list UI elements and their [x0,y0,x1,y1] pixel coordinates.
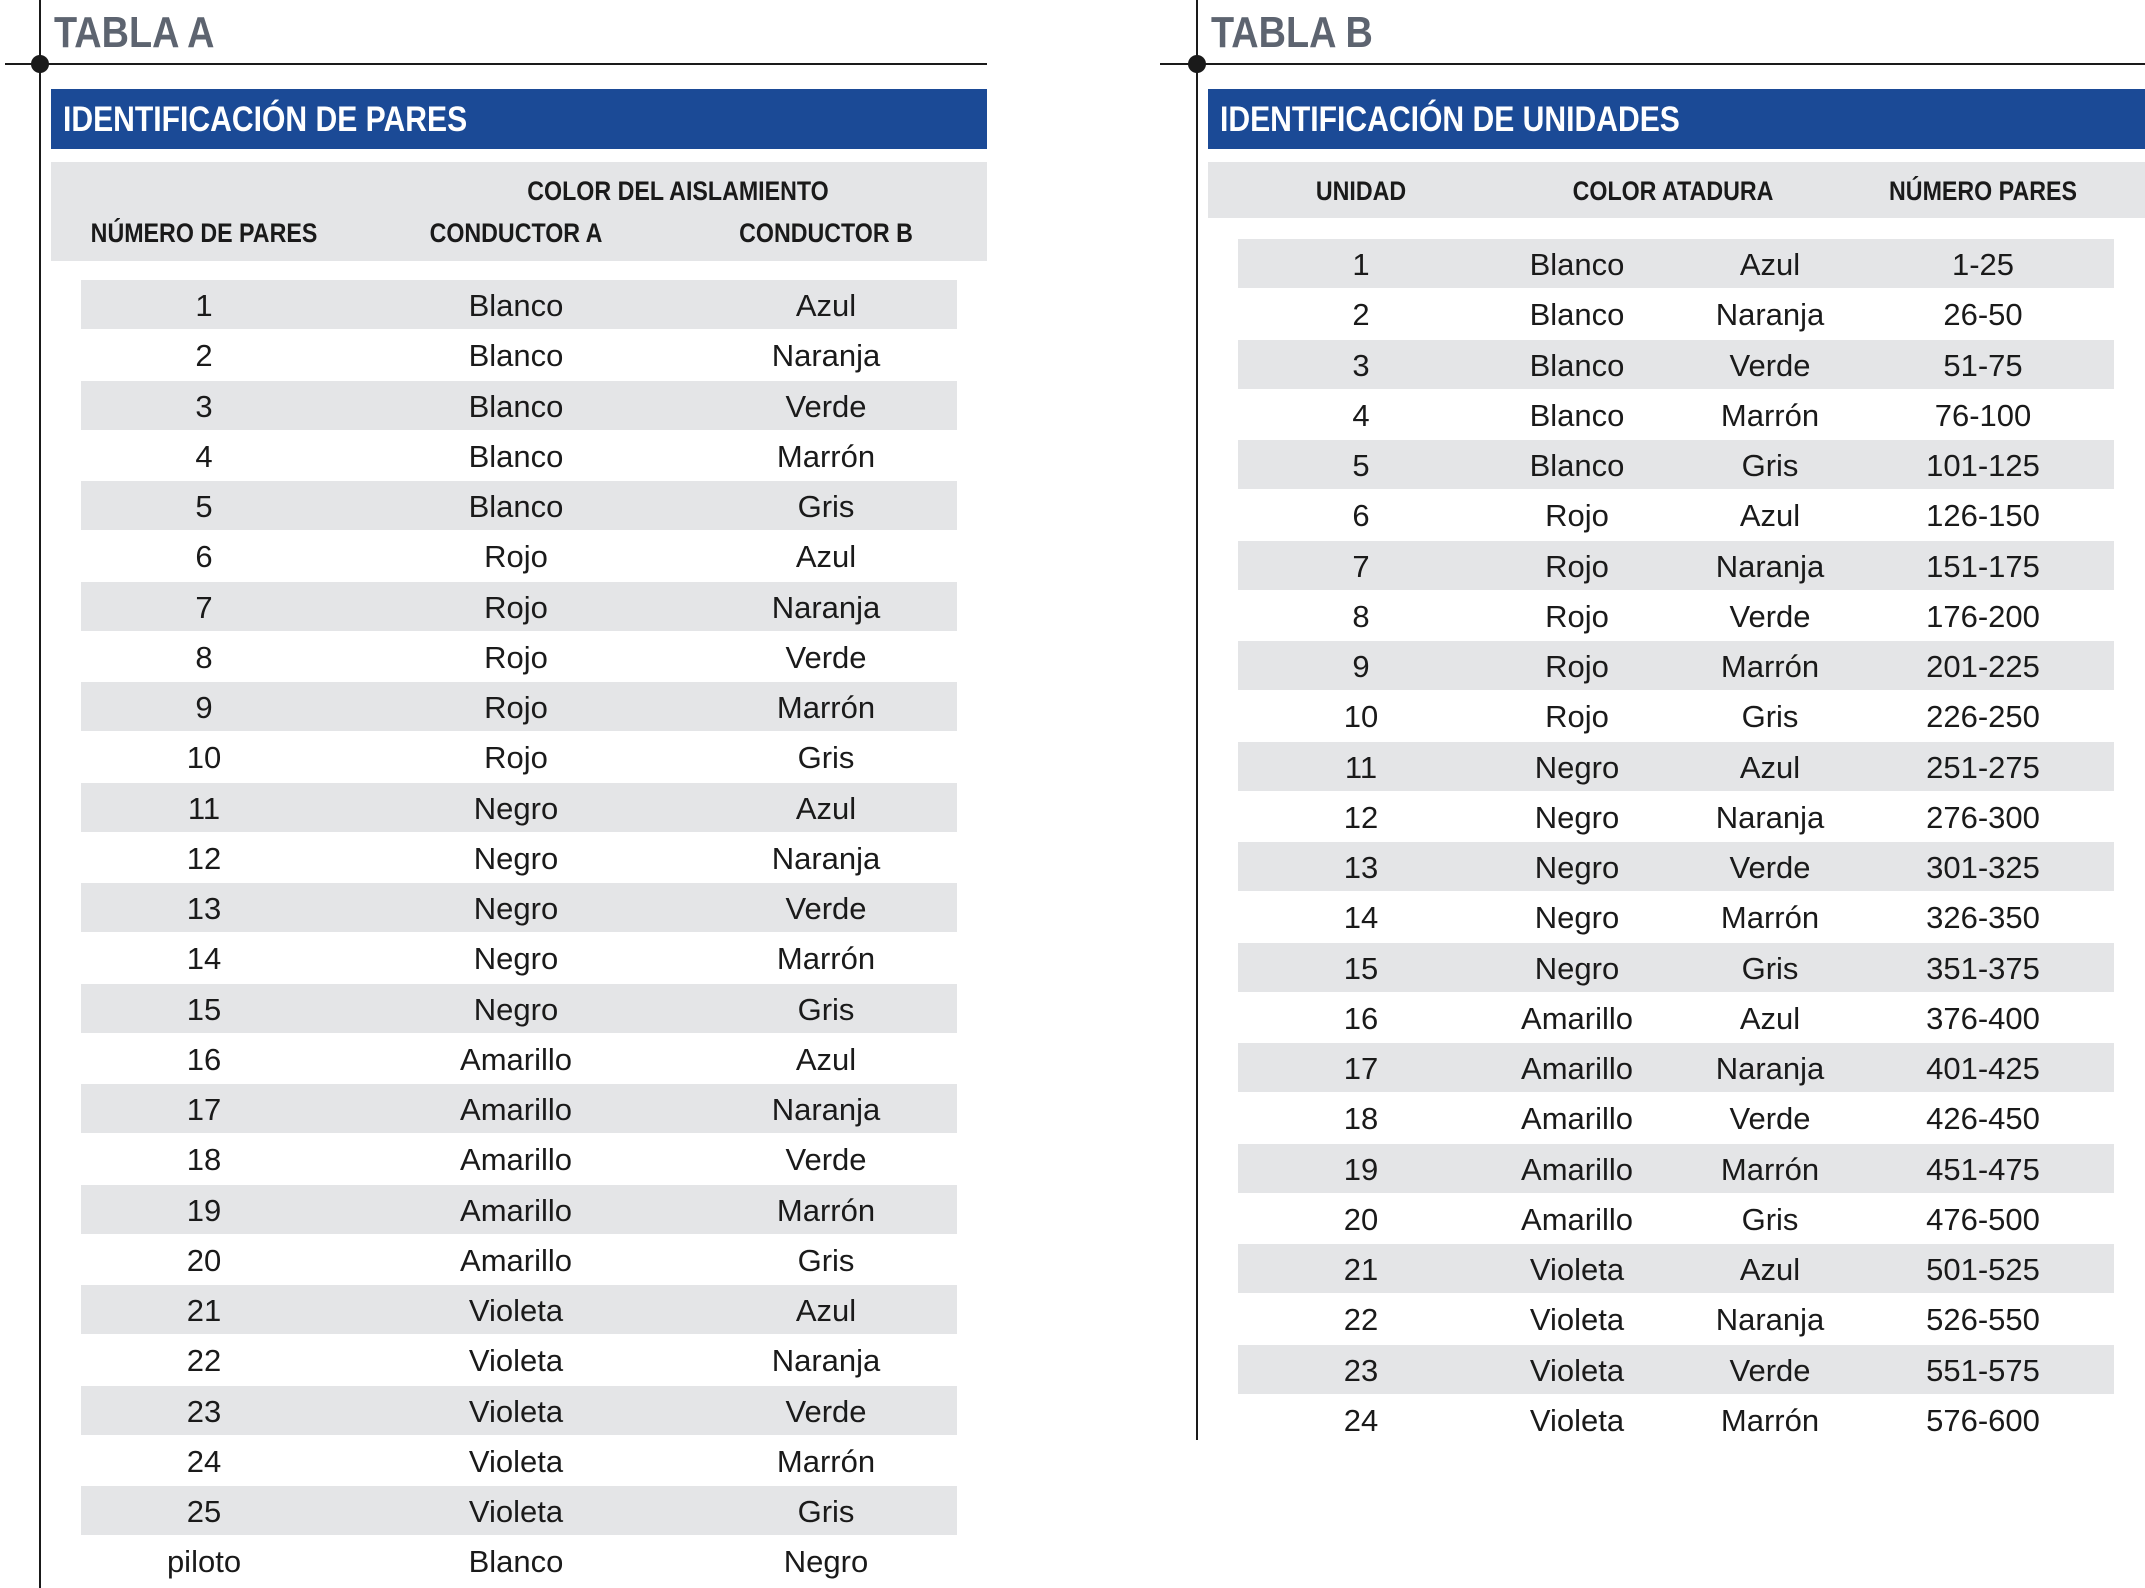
cell-pair-number: 8 [195,639,213,675]
table-b-top-rule [1160,63,2145,65]
cell-conductor-b: Naranja [771,589,881,625]
cell-unit: 19 [1343,1151,1379,1187]
cell-conductor-b: Azul [795,1293,857,1328]
cell-unit: 2 [1352,297,1370,333]
cell-conductor-b: Naranja [771,338,881,374]
cell-conductor-b: Verde [785,891,867,926]
cell-unit: 7 [1352,548,1370,584]
cell-unit: 17 [1343,1051,1379,1086]
cell-pair-range: 351-375 [1926,950,2040,986]
table-a-header-pairs: NÚMERO DE PARES [90,218,318,248]
cell-binder-color-2: Naranja [1715,297,1825,333]
cell-pair-number: 22 [186,1343,222,1379]
cell-binder-color-2: Naranja [1715,799,1825,835]
cell-conductor-b: Verde [785,1393,867,1429]
cell-conductor-a: Blanco [468,489,564,524]
table-row [81,1185,957,1234]
cell-conductor-b: Gris [797,991,855,1027]
cell-conductor-b: Naranja [771,1343,881,1379]
cell-conductor-a: Rojo [484,690,548,725]
cell-conductor-a: Negro [473,941,559,977]
cell-binder-color-2: Verde [1729,347,1811,383]
cell-binder-color-1: Blanco [1529,297,1625,333]
cell-unit: 22 [1343,1302,1379,1338]
cell-unit: 13 [1343,850,1379,885]
cell-conductor-a: Blanco [468,338,564,374]
cell-binder-color-1: Violeta [1529,1252,1625,1287]
table-a-header-conductor-b: CONDUCTOR B [739,218,913,248]
table-row [81,431,957,480]
table-row [1238,943,2114,992]
table-row [81,732,957,781]
cell-conductor-b: Gris [797,489,855,524]
table-row [1238,1294,2114,1343]
cell-pair-range: 551-575 [1926,1352,2040,1388]
cell-conductor-b: Gris [797,1494,855,1529]
table-row [81,632,957,681]
cell-conductor-a: Amarillo [460,1092,572,1127]
cell-pair-number: 9 [195,690,213,725]
table-a-header-group: COLOR DEL AISLAMIENTO [527,176,829,206]
table-row [81,1084,957,1133]
cell-pair-range: 451-475 [1926,1151,2040,1187]
table-b-vertical-rule [1196,0,1198,1440]
cell-binder-color-2: Gris [1741,448,1799,483]
cell-binder-color-1: Rojo [1545,699,1609,735]
cell-conductor-b: Azul [795,288,857,323]
cell-binder-color-1: Blanco [1529,448,1625,483]
table-row [1238,1194,2114,1243]
table-a-header [51,162,987,261]
cell-conductor-b: Negro [783,1544,869,1580]
cell-unit: 21 [1343,1252,1379,1287]
table-row [81,1034,957,1083]
cell-pair-number: 19 [186,1192,222,1228]
table-row [1238,1345,2114,1394]
cell-pair-number: 18 [186,1142,222,1178]
cell-binder-color-1: Amarillo [1521,1051,1633,1086]
cell-unit: 23 [1343,1352,1379,1388]
table-b-header [1208,162,2145,218]
table-row [81,582,957,631]
cell-conductor-b: Gris [797,1242,855,1278]
cell-pair-number: 11 [187,790,221,826]
cell-binder-color-1: Amarillo [1521,1000,1633,1036]
cell-unit: 12 [1343,799,1379,835]
cell-unit: 14 [1343,900,1379,936]
cell-pair-number: 2 [195,338,213,374]
cell-pair-range: 101-125 [1926,448,2040,483]
table-b-rows [1238,239,2114,1445]
cell-pair-number: 10 [186,740,222,776]
cell-binder-color-1: Negro [1534,799,1620,835]
cell-binder-color-2: Verde [1729,1101,1811,1137]
cell-conductor-b: Marrón [776,1192,876,1228]
cell-conductor-a: Amarillo [460,1192,572,1228]
cell-pair-number: 16 [186,1041,222,1077]
table-row [1238,440,2114,489]
cell-pair-range: 426-450 [1926,1101,2040,1137]
cell-pair-range: 526-550 [1926,1302,2040,1338]
cell-binder-color-1: Negro [1534,950,1620,986]
cell-pair-number: 7 [195,589,213,625]
cell-unit: 16 [1343,1000,1379,1036]
cell-conductor-b: Verde [785,1142,867,1178]
cell-pair-range: 251-275 [1926,749,2040,785]
cell-binder-color-1: Negro [1534,749,1620,785]
cell-unit: 10 [1343,699,1379,735]
table-row [81,883,957,932]
table-b-header-unit: UNIDAD [1315,176,1407,206]
cell-pair-range: 26-50 [1943,297,2023,333]
cell-unit: 11 [1344,749,1378,785]
cell-pair-range: 276-300 [1926,799,2040,835]
cell-pair-number: 4 [195,438,213,474]
table-row [81,1436,957,1485]
cell-conductor-a: Rojo [484,589,548,625]
cell-pair-number: 25 [186,1494,222,1529]
cell-conductor-b: Verde [785,639,867,675]
table-row [1238,993,2114,1042]
cell-binder-color-1: Amarillo [1521,1101,1633,1137]
cell-binder-color-1: Rojo [1545,498,1609,534]
table-row [81,1386,957,1435]
table-row [1238,1395,2114,1444]
table-row [81,330,957,379]
table-a-vertical-rule [39,0,41,1588]
cell-conductor-a: Rojo [484,539,548,575]
cell-pair-number: 15 [186,991,222,1027]
table-row [81,481,957,530]
cell-pair-number: 21 [186,1293,222,1328]
cell-binder-color-2: Naranja [1715,1302,1825,1338]
cell-pair-number: 12 [186,840,222,876]
cell-pair-range: 51-75 [1943,347,2023,383]
cell-pair-range: 301-325 [1926,850,2040,885]
table-row [81,1486,957,1535]
cell-pair-number: piloto [166,1544,242,1580]
cell-binder-color-2: Azul [1739,1252,1801,1287]
cell-binder-color-2: Azul [1739,247,1801,282]
table-b-header-color: COLOR ATADURA [1572,176,1774,206]
table-row [1238,792,2114,841]
table-a-header-conductor-a: CONDUCTOR A [429,218,603,248]
table-b-tag: TABLA B [1211,8,1373,57]
cell-binder-color-2: Gris [1741,950,1799,986]
cell-pair-range: 376-400 [1926,1000,2040,1036]
table-row [1238,892,2114,941]
cell-pair-range: 476-500 [1926,1201,2040,1237]
cell-conductor-b: Gris [797,740,855,776]
cell-binder-color-1: Rojo [1545,548,1609,584]
table-row [1238,490,2114,539]
cell-unit: 6 [1352,498,1370,534]
cell-conductor-a: Violeta [468,1343,564,1379]
table-row [1238,842,2114,891]
table-a-rows [81,280,957,1587]
cell-pair-number: 20 [186,1242,222,1278]
cell-unit: 18 [1343,1101,1379,1137]
cell-conductor-b: Marrón [776,438,876,474]
cell-pair-range: 501-525 [1926,1252,2040,1287]
cell-pair-number: 3 [195,388,213,424]
table-a-banner [51,89,987,149]
table-row [1238,691,2114,740]
cell-conductor-a: Blanco [468,1544,564,1580]
cell-conductor-a: Negro [473,891,559,926]
cell-binder-color-2: Verde [1729,850,1811,885]
cell-pair-number: 6 [195,539,213,575]
cell-binder-color-2: Azul [1739,749,1801,785]
cell-binder-color-1: Violeta [1529,1302,1625,1338]
cell-conductor-b: Verde [785,388,867,424]
cell-binder-color-2: Verde [1729,1352,1811,1388]
table-row [81,783,957,832]
cell-binder-color-1: Amarillo [1521,1151,1633,1187]
cell-pair-range: 1-25 [1951,247,2015,282]
cell-binder-color-2: Gris [1741,699,1799,735]
cell-conductor-a: Violeta [468,1293,564,1328]
cell-conductor-a: Amarillo [460,1142,572,1178]
cell-pair-number: 1 [195,288,213,323]
table-b-bullet-icon [1188,55,1206,73]
cell-conductor-b: Azul [795,539,857,575]
cell-conductor-a: Blanco [468,288,564,323]
table-row [1238,1043,2114,1092]
table-row [81,833,957,882]
cell-pair-range: 226-250 [1926,699,2040,735]
table-b-banner [1208,89,2145,149]
cell-conductor-b: Marrón [776,1443,876,1479]
cell-conductor-b: Naranja [771,1092,881,1127]
table-row [1238,591,2114,640]
table-row [1238,641,2114,690]
cell-binder-color-2: Naranja [1715,548,1825,584]
cell-binder-color-2: Marrón [1720,397,1820,433]
cell-binder-color-2: Marrón [1720,1151,1820,1187]
cell-conductor-a: Amarillo [460,1041,572,1077]
cell-conductor-a: Negro [473,790,559,826]
table-row [1238,1244,2114,1293]
table-row [81,531,957,580]
cell-conductor-a: Rojo [484,639,548,675]
cell-binder-color-1: Rojo [1545,649,1609,684]
cell-conductor-a: Blanco [468,388,564,424]
cell-binder-color-1: Amarillo [1521,1201,1633,1237]
table-row [1238,1144,2114,1193]
cell-pair-range: 326-350 [1926,900,2040,936]
table-row [81,1235,957,1284]
table-row [81,1335,957,1384]
table-a-bullet-icon [31,55,49,73]
table-row [81,280,957,329]
cell-unit: 5 [1352,448,1370,483]
cell-conductor-a: Amarillo [460,1242,572,1278]
cell-binder-color-2: Azul [1739,498,1801,534]
table-row [1238,1093,2114,1142]
table-row [81,1134,957,1183]
cell-pair-range: 76-100 [1934,397,2032,433]
table-b-header-pairs: NÚMERO PARES [1889,176,2077,206]
cell-binder-color-1: Blanco [1529,247,1625,282]
table-row [1238,340,2114,389]
table-row [1238,289,2114,338]
cell-conductor-a: Violeta [468,1443,564,1479]
cell-pair-number: 17 [186,1092,222,1127]
cell-binder-color-2: Marrón [1720,900,1820,936]
cell-conductor-a: Negro [473,991,559,1027]
cell-unit: 1 [1352,247,1370,282]
table-row [1238,541,2114,590]
cell-pair-number: 23 [186,1393,222,1429]
cell-conductor-b: Azul [795,790,857,826]
cell-conductor-a: Rojo [484,740,548,776]
cell-unit: 4 [1352,397,1370,433]
cell-pair-number: 13 [186,891,222,926]
cell-unit: 20 [1343,1201,1379,1237]
cell-conductor-b: Azul [795,1041,857,1077]
cell-binder-color-1: Blanco [1529,397,1625,433]
cell-binder-color-1: Blanco [1529,347,1625,383]
cell-pair-number: 24 [186,1443,222,1479]
cell-binder-color-2: Verde [1729,598,1811,634]
table-row [81,984,957,1033]
table-row [81,381,957,430]
cell-pair-range: 126-150 [1926,498,2040,534]
cell-unit: 24 [1343,1402,1379,1438]
cell-binder-color-1: Negro [1534,900,1620,936]
table-a-top-rule [5,63,987,65]
cell-binder-color-1: Violeta [1529,1402,1625,1438]
cell-unit: 3 [1352,347,1370,383]
cell-pair-range: 176-200 [1926,598,2040,634]
cell-binder-color-1: Negro [1534,850,1620,885]
cell-conductor-b: Marrón [776,690,876,725]
cell-binder-color-1: Rojo [1545,598,1609,634]
cell-binder-color-2: Naranja [1715,1051,1825,1086]
table-row [1238,239,2114,288]
cell-binder-color-2: Azul [1739,1000,1801,1036]
cell-conductor-b: Naranja [771,840,881,876]
cell-conductor-a: Negro [473,840,559,876]
cell-unit: 15 [1343,950,1379,986]
cell-pair-range: 576-600 [1926,1402,2040,1438]
table-a-banner-title: IDENTIFICACIÓN DE PARES [63,100,468,139]
table-row [81,933,957,982]
cell-pair-range: 201-225 [1926,649,2040,684]
table-row [81,1536,957,1585]
cell-pair-number: 14 [186,941,222,977]
cell-conductor-a: Blanco [468,438,564,474]
table-a-tag: TABLA A [54,8,215,57]
cell-pair-range: 401-425 [1926,1051,2040,1086]
cell-binder-color-2: Marrón [1720,649,1820,684]
table-row [1238,390,2114,439]
cell-conductor-b: Marrón [776,941,876,977]
cell-conductor-a: Violeta [468,1393,564,1429]
cell-pair-number: 5 [195,489,213,524]
cell-unit: 9 [1352,649,1370,684]
cell-binder-color-2: Gris [1741,1201,1799,1237]
table-row [81,1285,957,1334]
cell-binder-color-1: Violeta [1529,1352,1625,1388]
cell-unit: 8 [1352,598,1370,634]
table-row [81,682,957,731]
cell-pair-range: 151-175 [1926,548,2040,584]
table-row [1238,742,2114,791]
table-b-banner-title: IDENTIFICACIÓN DE UNIDADES [1220,100,1680,139]
cell-conductor-a: Violeta [468,1494,564,1529]
cell-binder-color-2: Marrón [1720,1402,1820,1438]
